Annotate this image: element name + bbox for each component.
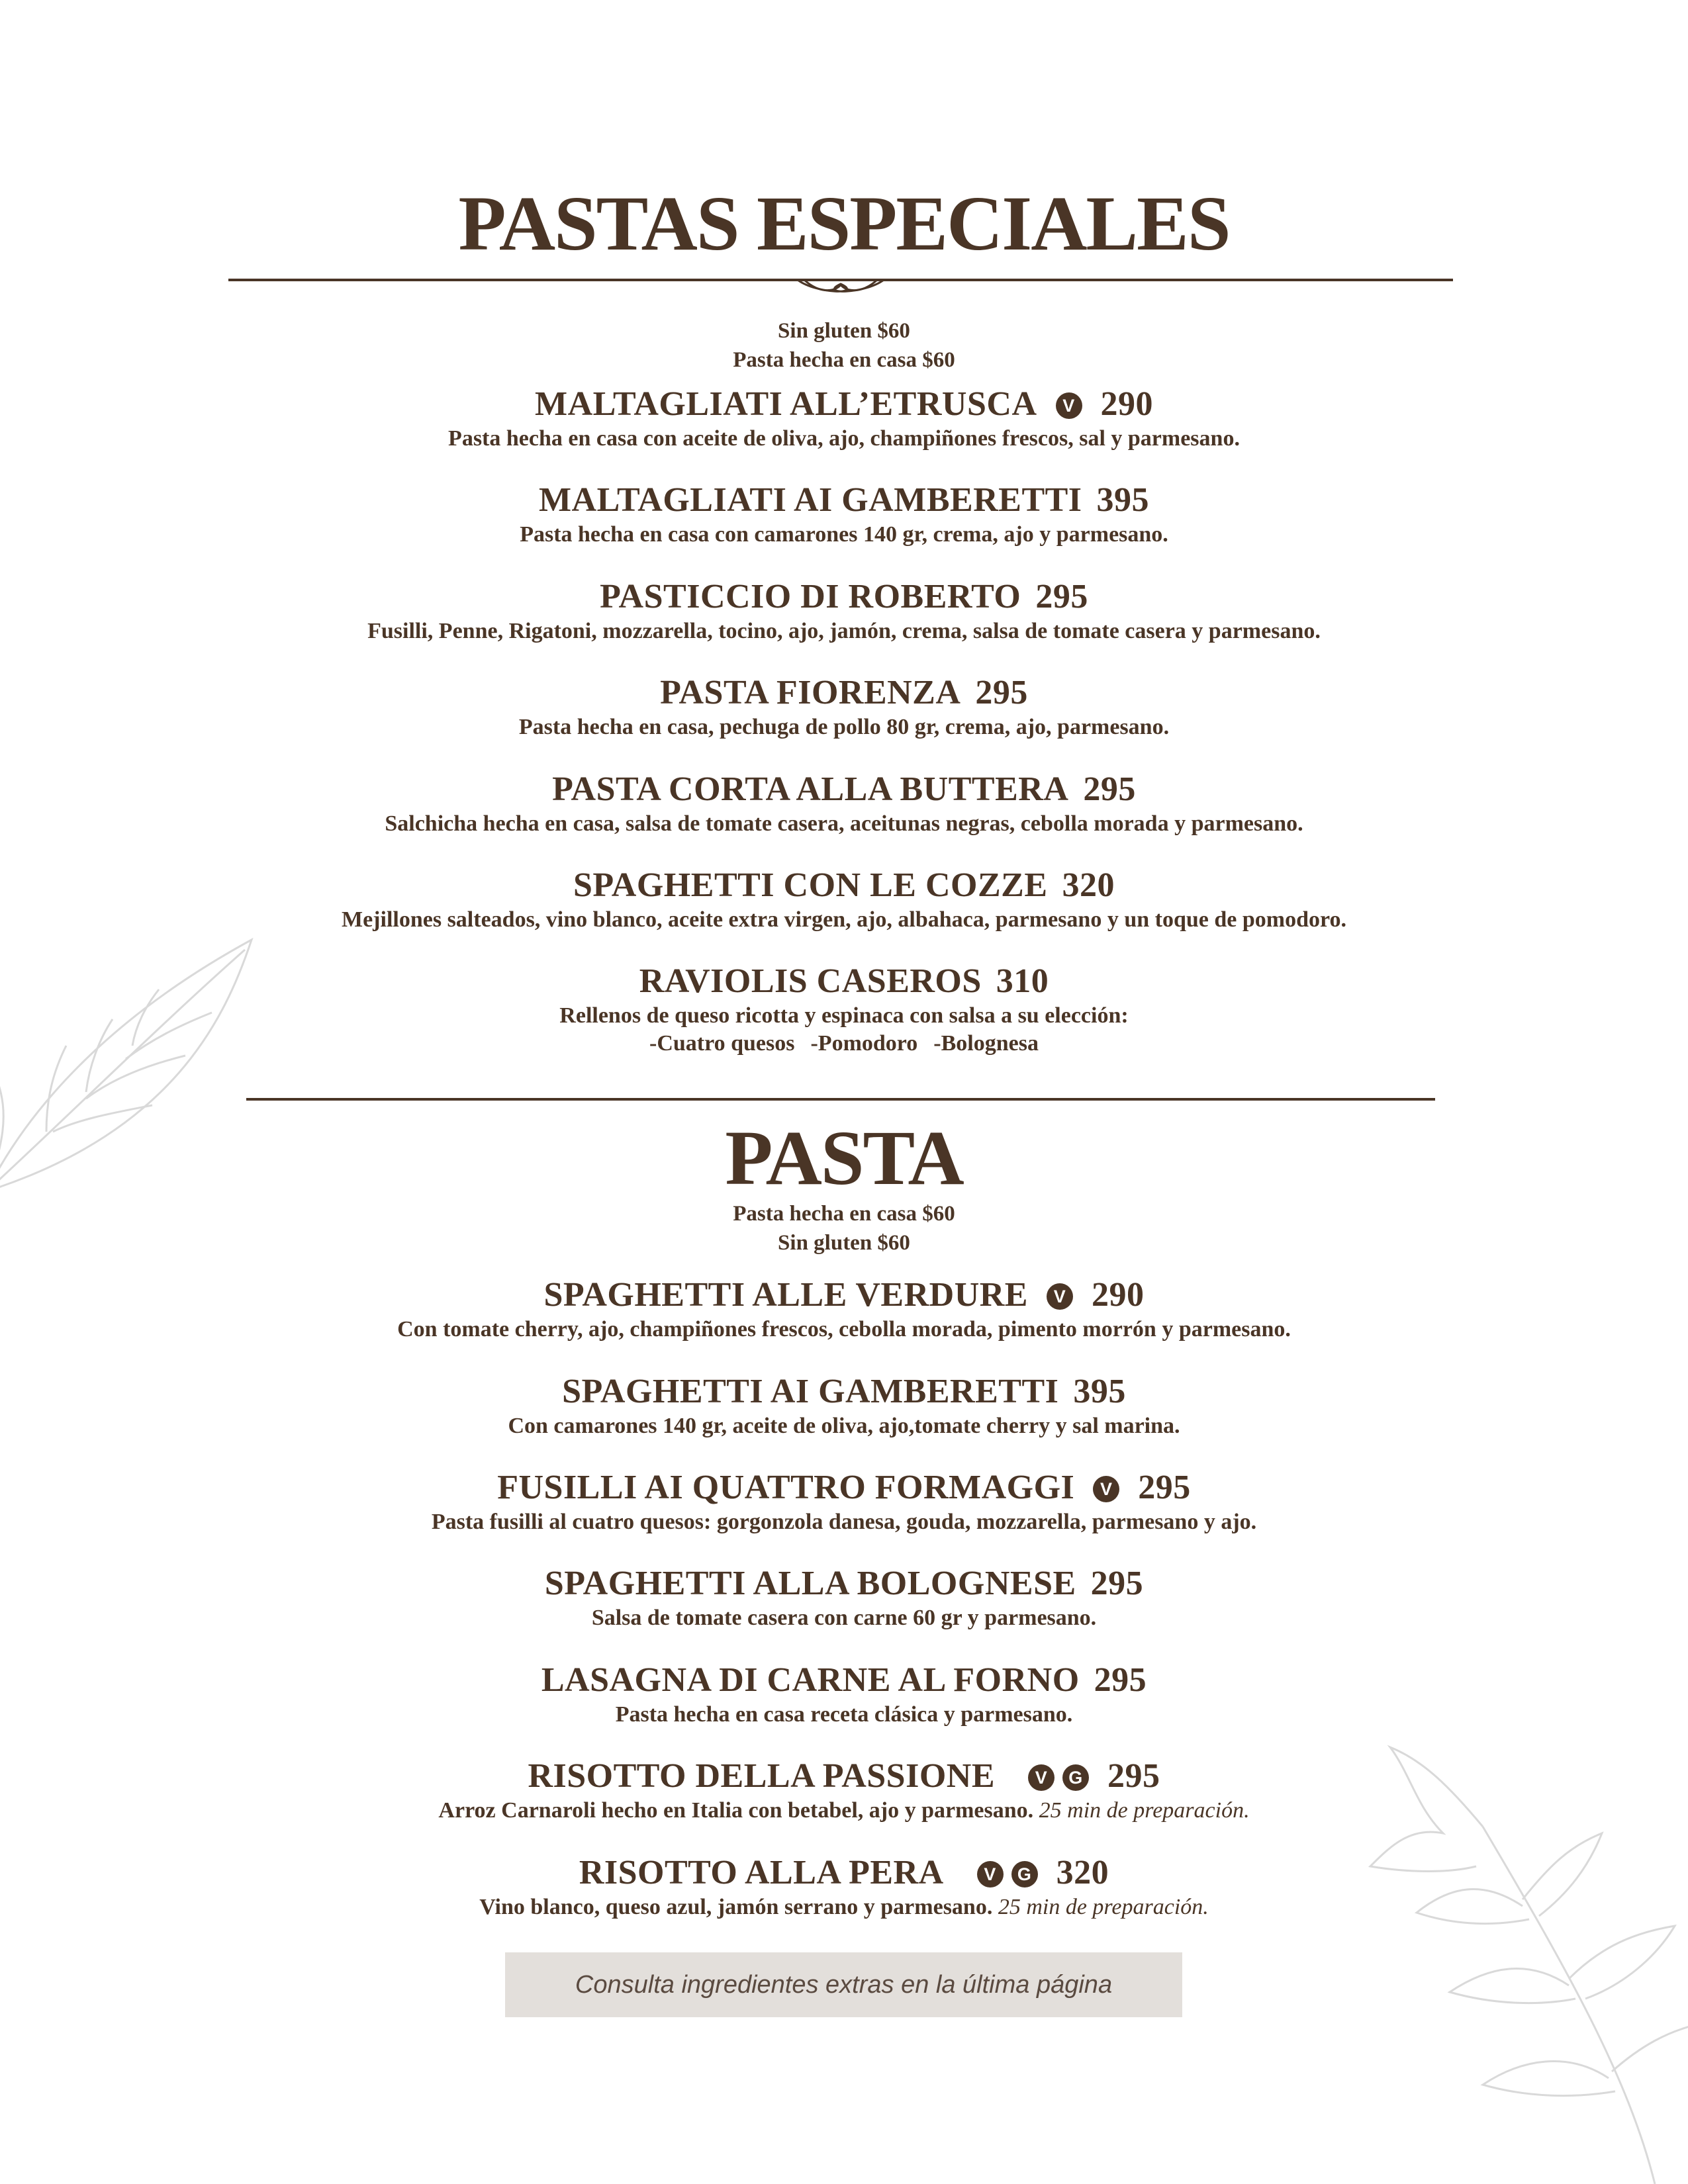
gluten-free-badge: G [1062,1764,1089,1791]
section1-notes [0,316,1688,375]
item-name: SPAGHETTI ALLA BOLOGNESE [544,1565,1076,1602]
item-name: RAVIOLIS CASEROS [639,962,982,1000]
item-name-line [0,1370,1688,1414]
item-description-line [0,1796,1688,1826]
menu-item [0,478,1688,550]
item-name: SPAGHETTI CON LE COZZE [573,866,1048,904]
section-title-pasta: PASTA [725,1115,963,1201]
item-description: Salchicha hecha en casa, salsa de tomate casera, aceitunas negras, cebolla morada y parmesano. [385,811,1303,836]
menu-item [0,671,1688,743]
item-name: SPAGHETTI AI GAMBERETTI [562,1373,1059,1410]
item-price: 320 [1056,1854,1109,1891]
item-description: Con camarones 140 gr, aceite de oliva, ajo,tomate cherry y sal marina. [508,1414,1180,1438]
menu-item [0,864,1688,935]
section2-notes [0,1199,1688,1257]
note-line: Pasta hecha en casa $60 [733,1202,955,1226]
item-name: SPAGHETTI ALLE VERDURE [543,1276,1028,1314]
item-price: 295 [1138,1469,1191,1506]
menu-item [0,1659,1688,1730]
sauce-option: -Pomodoro [810,1031,918,1056]
item-name-line [0,864,1688,907]
vegetarian-badge: V [977,1861,1004,1888]
item-price: 295 [1107,1757,1160,1795]
item-name-line [0,1562,1688,1606]
item-name: LASAGNA DI CARNE AL FORNO [541,1661,1080,1699]
menu-item [0,1851,1688,1923]
menu-item [0,575,1688,647]
item-name-line [0,1466,1688,1510]
item-name: MALTAGLIATI ALL’ETRUSCA [535,385,1037,423]
gluten-free-badge: G [1011,1861,1038,1888]
section-divider [246,1098,1435,1101]
menu-item [0,1466,1688,1537]
menu-item [0,768,1688,839]
item-price: 395 [1096,481,1150,519]
item-description: Mejillones salteados, vino blanco, aceite extra virgen, ajo, albahaca, parmesano y un toque de pomodoro. [342,907,1346,932]
item-name-line [0,575,1688,619]
menu-item [0,1273,1688,1345]
item-description: Pasta hecha en casa con camarones 140 gr, crema, ajo y parmesano. [520,522,1168,547]
preparation-note: 25 min de preparación. [998,1895,1209,1919]
item-description: Pasta fusilli al cuatro quesos: gorgonzola danesa, gouda, mozzarella, parmesano y ajo. [431,1510,1257,1534]
item-description: Con tomate cherry, ajo, champiñones frescos, cebolla morada, pimento morrón y parmesano. [397,1317,1291,1342]
menu-item [0,1562,1688,1633]
item-name: PASTICCIO DI ROBERTO [600,578,1021,615]
item-description: Fusilli, Penne, Rigatoni, mozzarella, tocino, ajo, jamón, crema, salsa de tomate casera y parmesano. [367,619,1321,643]
preparation-note: 25 min de preparación. [1039,1798,1250,1823]
sauce-option: -Cuatro quesos [649,1031,795,1056]
vegetarian-badge: V [1093,1476,1119,1502]
item-price: 295 [1035,578,1088,615]
note-line: Sin gluten $60 [778,319,910,343]
item-name-line [0,768,1688,811]
item-name-line [0,478,1688,522]
item-name: RISOTTO ALLA PERA [579,1854,944,1891]
item-price: 295 [1083,770,1136,808]
section-title-pastas-especiales: PASTAS ESPECIALES [458,180,1230,267]
extras-note-box [505,1952,1182,2017]
item-name-line [0,960,1688,1003]
item-price: 290 [1100,385,1153,423]
item-name-line [0,1754,1688,1798]
item-name: PASTA CORTA ALLA BUTTERA [552,770,1069,808]
item-name-line [0,671,1688,715]
divider-ornament [228,268,1453,308]
item-price: 310 [996,962,1049,1000]
item-description: Pasta hecha en casa receta clásica y parmesano. [615,1702,1073,1727]
item-description: Pasta hecha en casa con aceite de oliva, ajo, champiñones frescos, sal y parmesano. [448,426,1240,451]
sauce-options [0,1028,1688,1059]
item-price: 290 [1091,1276,1145,1314]
item-description: Pasta hecha en casa, pechuga de pollo 80 gr, crema, ajo, parmesano. [518,715,1170,739]
item-price: 295 [1094,1661,1147,1699]
extras-note-text: Consulta ingredientes extras en la última página [575,1970,1113,1999]
item-price: 295 [1090,1565,1144,1602]
item-price: 295 [975,674,1028,711]
menu-item [0,960,1688,1059]
item-name: RISOTTO DELLA PASSIONE [528,1757,996,1795]
note-line: Sin gluten $60 [778,1231,910,1255]
menu-item [0,383,1688,454]
vegetarian-badge: V [1028,1764,1055,1791]
menu-item [0,1754,1688,1826]
menu-item [0,1370,1688,1441]
item-name-line [0,383,1688,426]
item-name: FUSILLI AI QUATTRO FORMAGGI [497,1469,1075,1506]
item-description: Vino blanco, queso azul, jamón serrano y parmesano. [479,1895,993,1919]
sauce-option: -Bolognesa [933,1031,1039,1056]
item-description-line [0,1892,1688,1923]
item-name-line [0,1659,1688,1702]
vegetarian-badge: V [1056,392,1082,419]
item-description: Salsa de tomate casera con carne 60 gr y parmesano. [591,1606,1097,1630]
item-price: 320 [1062,866,1115,904]
item-name-line [0,1851,1688,1895]
item-description: Arroz Carnaroli hecho en Italia con betabel, ajo y parmesano. [438,1798,1034,1823]
item-name: PASTA FIORENZA [660,674,961,711]
item-name-line [0,1273,1688,1317]
vegetarian-badge: V [1047,1283,1073,1310]
note-line: Pasta hecha en casa $60 [733,348,955,372]
item-price: 395 [1073,1373,1126,1410]
item-description: Rellenos de queso ricotta y espinaca con salsa a su elección: [559,1003,1129,1028]
item-name: MALTAGLIATI AI GAMBERETTI [538,481,1082,519]
